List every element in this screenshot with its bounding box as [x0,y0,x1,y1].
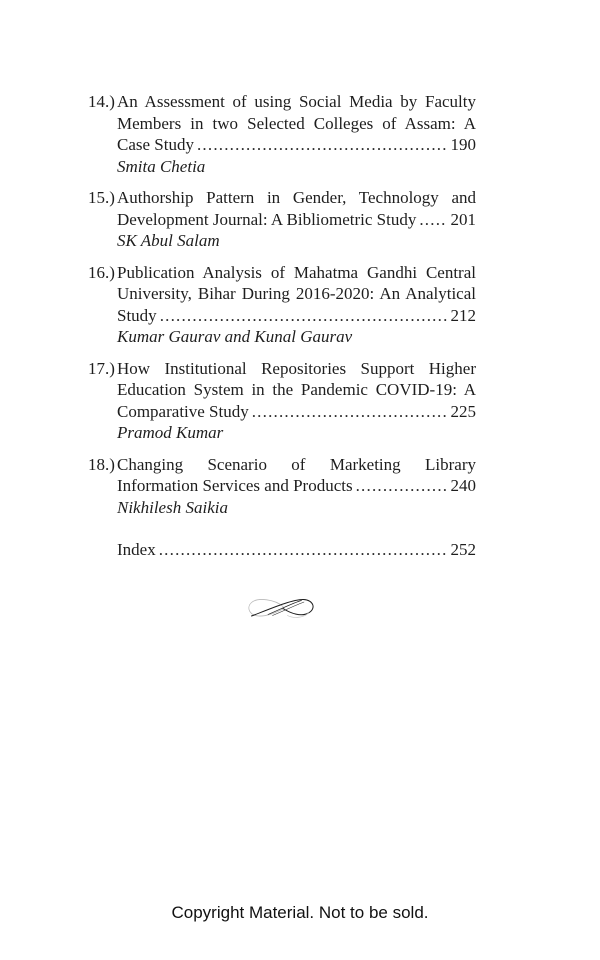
entry-leader-line [117,401,476,423]
entry-author: Kumar Gaurav and Kunal Gaurav [117,327,353,346]
dot-leader [252,401,447,423]
section-end-ornament [88,596,476,627]
entry-page-number: 212 [450,305,476,325]
entry-body [117,262,476,348]
entry-page-number: 201 [450,209,476,229]
entry-body [117,187,476,252]
entry-body [117,358,476,444]
entry-number: 18.) [88,454,115,474]
entry-title-line: University, Bihar During 2016-2020: An Analytical [117,284,476,303]
entry-leader-line [117,475,476,497]
entry-title-line: Authorship Pattern in Gender, Technology and [117,188,476,207]
index-entry [117,539,476,561]
entry-author: Smita Chetia [117,156,206,176]
entry-title-line: How Institutional Repositories Support Higher [117,358,476,378]
entry-leader-line [117,134,476,156]
calligraphic-flourish-icon [245,596,319,622]
entry-title-end: Development Journal: A Bibliometric Study [117,209,417,229]
entry-page-number: 225 [450,401,476,421]
entry-title-line: Publication Analysis of Mahatma Gandhi Central [117,262,476,282]
dot-leader [197,134,447,156]
entry-body [117,91,476,177]
toc-entry [88,454,476,519]
entry-number: 15.) [88,188,115,207]
toc-entry [88,358,476,444]
entry-number: 14.) [88,92,115,111]
entry-author: Nikhilesh Saikia [117,497,228,517]
entry-number: 17.) [88,358,115,378]
entry-title-line: An Assessment of using Social Media by Faculty [117,92,476,111]
entry-leader-line [117,209,476,231]
entry-author: SK Abul Salam [117,231,220,250]
index-label: Index [117,540,156,559]
entry-title-line: Members in two Selected Colleges of Assam: A [117,113,476,133]
entry-title-end: Case Study [117,135,194,154]
toc-page [88,91,476,627]
entry-page-number: 240 [450,476,476,495]
dot-leader [160,305,447,327]
entry-page-number: 190 [450,135,476,154]
entry-leader-line [117,305,476,327]
copyright-notice: Copyright Material. Not to be sold. [171,903,429,922]
entry-title-end: Comparative Study [117,401,249,421]
entry-title-end: Information Services and Products [117,476,353,495]
dot-leader [159,539,447,561]
dot-leader [419,209,446,231]
toc-entry [88,91,476,177]
entry-title-line: Changing Scenario of Marketing Library [117,454,476,474]
toc-entry [88,262,476,348]
toc-entry [88,187,476,252]
entry-number: 16.) [88,262,115,282]
entry-title-line: Education System in the Pandemic COVID-19: A [117,380,476,399]
index-page-number: 252 [450,540,476,559]
entry-author: Pramod Kumar [117,423,224,442]
dot-leader [356,475,447,497]
entry-body [117,454,476,519]
entry-title-end: Study [117,305,157,325]
